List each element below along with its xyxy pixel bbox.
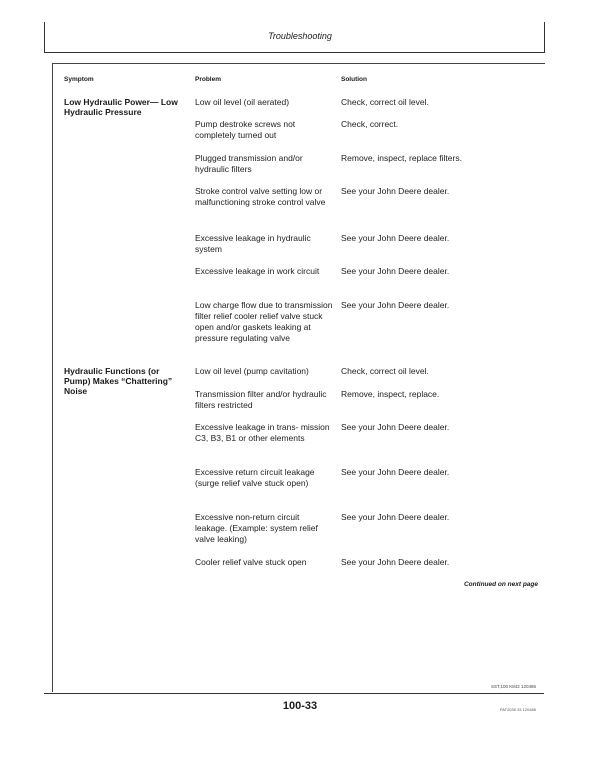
solution-cell: Check, correct. [341, 119, 399, 129]
solution-cell: See your John Deere dealer. [341, 512, 450, 522]
symptom-low-hydraulic-power: Low Hydraulic Power— Low Hydraulic Pressure [64, 97, 178, 117]
problem-cell: Transmission filter and/or hydraulic filters restricted [195, 389, 327, 410]
column-header-symptom: Symptom [64, 76, 94, 83]
solution-cell: Remove, inspect, replace filters. [341, 153, 462, 163]
problem-cell: Low oil level (oil aerated) [195, 97, 290, 107]
problem-cell: Excessive non-return circuit leakage. (Example: system relief valve leaking) [195, 512, 318, 544]
problem-cell: Cooler relief valve stuck open [195, 557, 307, 567]
problem-cell: Low charge flow due to transmission filter relief cooler relief valve stuck open and/or gaskets leaking at pressure regulating valve [195, 300, 333, 343]
problem-cell: Plugged transmission and/or hydraulic filters [195, 153, 303, 174]
problem-cell: Excessive leakage in trans- mission C3, B3, B1 or other elements [195, 422, 330, 443]
solution-cell: Remove, inspect, replace. [341, 389, 440, 399]
solution-cell: See your John Deere dealer. [341, 557, 450, 567]
solution-cell: See your John Deere dealer. [341, 300, 450, 310]
solution-cell: See your John Deere dealer. [341, 186, 450, 196]
solution-cell: See your John Deere dealer. [341, 233, 450, 243]
problem-cell: Stroke control valve setting low or malfunctioning stroke control valve [195, 186, 326, 207]
column-header-problem: Problem [195, 76, 222, 83]
solution-cell: Check, correct oil level. [341, 366, 429, 376]
problem-cell: Excessive leakage in hydraulic system [195, 233, 311, 254]
page-number: 100-33 [282, 700, 318, 712]
bottom-divider [44, 693, 544, 694]
solution-cell: Check, correct oil level. [341, 97, 429, 107]
top-divider [44, 52, 545, 53]
continued-note: Continued on next page [463, 581, 538, 588]
solution-cell: See your John Deere dealer. [341, 467, 450, 477]
page-title: Troubleshooting [268, 31, 332, 41]
solution-cell: See your John Deere dealer. [341, 266, 450, 276]
problem-cell: Low oil level (pump cavitation) [195, 366, 309, 376]
symptom-chattering-noise: Hydraulic Functions (or Pump) Makes “Chattering” Noise [64, 366, 173, 396]
footer-code: PAT2030 33 120486 [499, 707, 536, 712]
problem-cell: Excessive return circuit leakage (surge relief valve stuck open) [195, 467, 315, 488]
column-header-solution: Solution [341, 76, 367, 83]
reference-code: SST,100 K842 120486 [490, 684, 536, 689]
solution-cell: See your John Deere dealer. [341, 422, 450, 432]
problem-cell: Pump destroke screws not completely turned out [195, 119, 296, 140]
problem-cell: Excessive leakage in work circuit [195, 266, 320, 276]
